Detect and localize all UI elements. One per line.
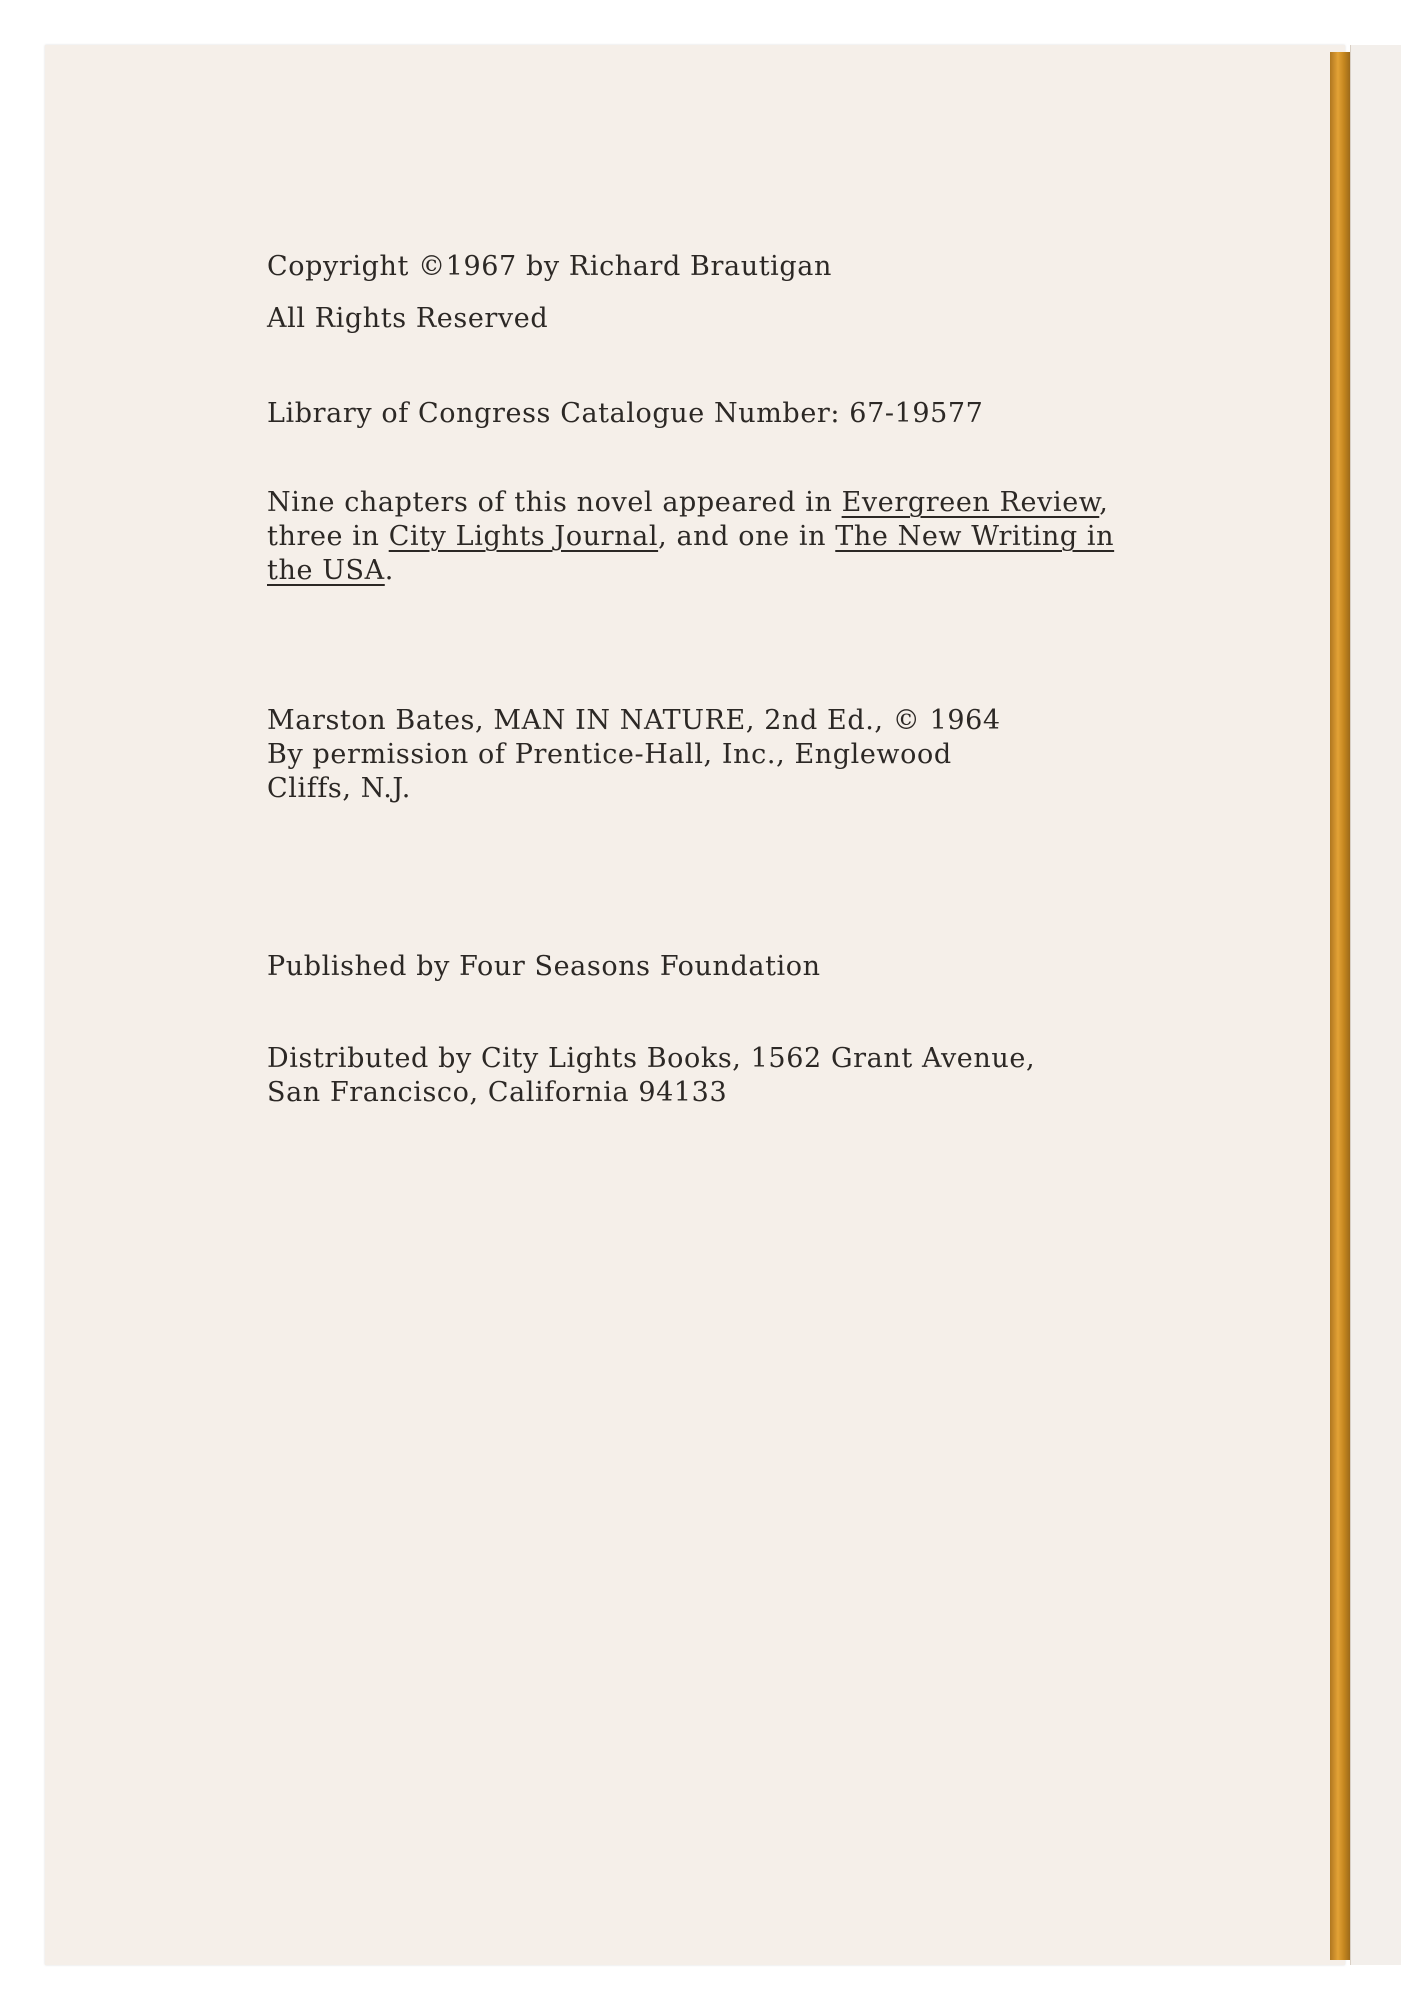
journal-new-writing-cont: the USA — [267, 555, 385, 586]
permission-line-3: Cliffs, N.J. — [267, 773, 411, 804]
permission-line-1: Marston Bates, MAN IN NATURE, 2nd Ed., © 1964 — [267, 705, 1001, 736]
book-page — [45, 45, 1345, 1965]
serial-period: . — [384, 555, 394, 586]
rights-line: All Rights Reserved — [267, 303, 549, 334]
journal-evergreen-review: Evergreen Review — [841, 487, 1100, 518]
serial-line-2 — [267, 520, 1114, 554]
gilt-page-edge — [1330, 52, 1350, 1960]
publisher-line: Published by Four Seasons Foundation — [267, 951, 821, 982]
serial-line-3 — [267, 554, 394, 588]
copyright-line: Copyright ©1967 by Richard Brautigan — [267, 251, 832, 282]
serial-comma: , — [1099, 487, 1109, 518]
facing-page-edge — [1350, 45, 1401, 1965]
distributor-line-1: Distributed by City Lights Books, 1562 Grant Avenue, — [267, 1043, 1036, 1074]
journal-new-writing: The New Writing in — [835, 521, 1115, 552]
serial-prefix: Nine chapters of this novel appeared in — [267, 487, 842, 518]
journal-city-lights: City Lights Journal — [388, 521, 659, 552]
serial-mid: , and one in — [658, 521, 836, 552]
catalogue-number: Library of Congress Catalogue Number: 67-19577 — [267, 398, 984, 429]
serial-prefix-2: three in — [267, 521, 389, 552]
distributor-line-2: San Francisco, California 94133 — [267, 1077, 728, 1108]
serial-line-1 — [267, 486, 1108, 520]
permission-line-2: By permission of Prentice-Hall, Inc., Englewood — [267, 739, 952, 770]
